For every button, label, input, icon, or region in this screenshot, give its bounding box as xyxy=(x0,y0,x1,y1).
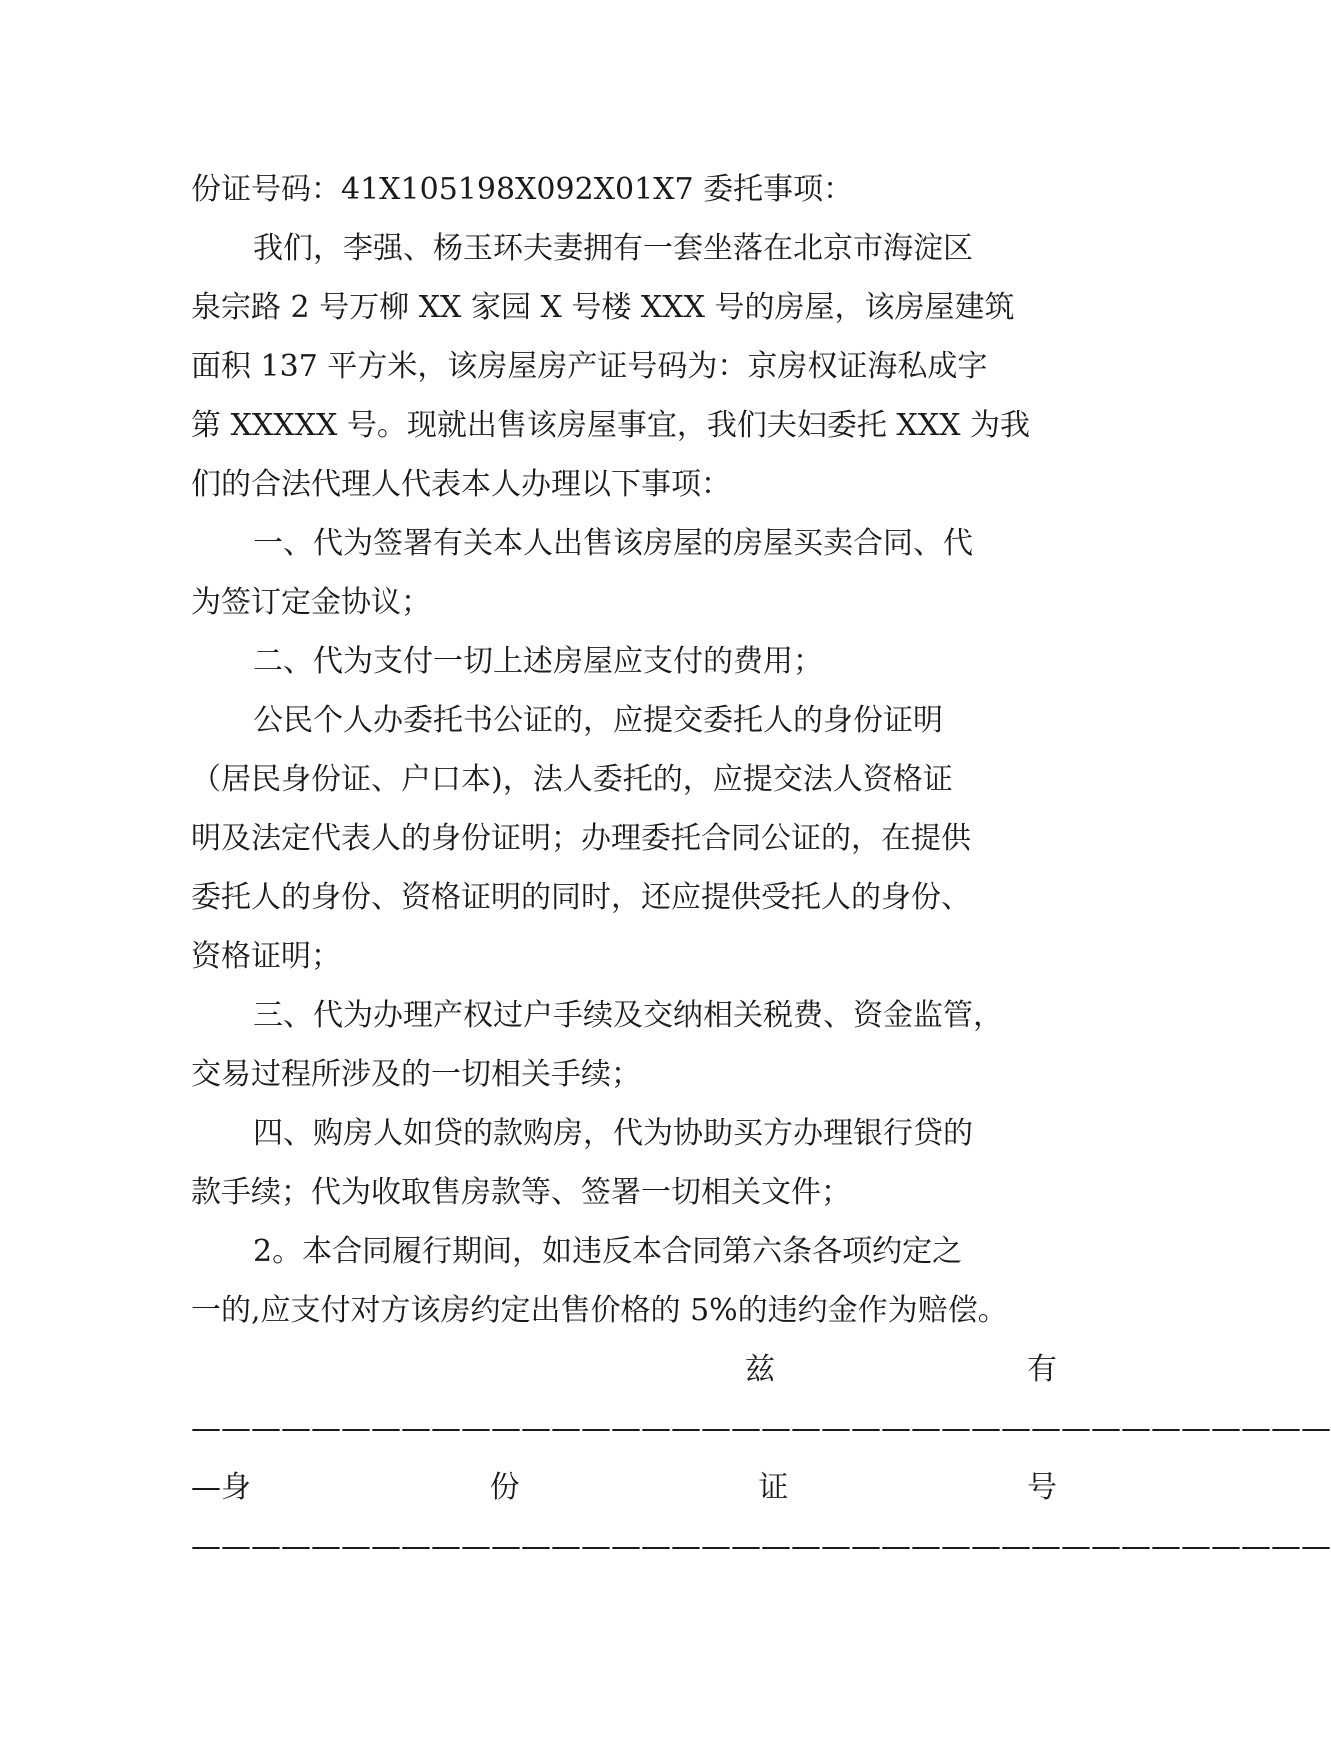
text-line: 一的,应支付对方该房约定出售价格的 5%的违约金作为赔偿。 xyxy=(191,1293,1008,1328)
text-line: 我们，李强、杨玉环夫妻拥有一套坐落在北京市海淀区 xyxy=(253,231,973,266)
id-label-part: 号 xyxy=(1026,1470,1057,1505)
document-body xyxy=(191,160,1331,1576)
you-char: 有 xyxy=(1027,1352,1057,1387)
text-line: 第 XXXXX 号。现就出售该房屋事宜，我们夫妇委托 XXX 为我 xyxy=(191,408,1031,443)
text-line: 三、代为办理产权过户手续及交纳相关税费、资金监管， xyxy=(253,998,1003,1033)
text-line: 资格证明； xyxy=(191,939,341,974)
text-line: 交易过程所涉及的一切相关手续； xyxy=(191,1057,641,1092)
text-line: 四、购房人如贷的款购房，代为协助买方办理银行贷的 xyxy=(253,1116,973,1151)
id-label-part: 证 xyxy=(758,1470,789,1505)
id-label-part: —身 xyxy=(191,1470,251,1505)
text-line: 二、代为支付一切上述房屋应支付的费用； xyxy=(253,644,823,679)
text-line: 款手续；代为收取售房款等、签署一切相关文件； xyxy=(191,1175,851,1210)
id-number-row xyxy=(191,1458,1057,1517)
text-line: 面积 137 平方米，该房屋房产证号码为：京房权证海私成字 xyxy=(191,349,988,384)
text-line: 们的合法代理人代表本人办理以下事项： xyxy=(191,467,731,502)
text-line: （居民身份证、户口本)，法人委托的，应提交法人资格证 xyxy=(191,762,953,797)
text-line: 明及法定代表人的身份证明；办理委托合同公证的，在提供 xyxy=(191,821,971,856)
id-label-part: 份 xyxy=(489,1470,520,1505)
blank-line: —————————————————————————————————————— xyxy=(191,1411,1331,1446)
text-line: 委托人的身份、资格证明的同时，还应提供受托人的身份、 xyxy=(191,880,971,915)
text-line: 份证号码：41X105198X092X01X7 委托事项： xyxy=(191,172,854,207)
text-line: 2。本合同履行期间，如违反本合同第六条各项约定之 xyxy=(253,1234,963,1269)
text-line: 公民个人办委托书公证的，应提交委托人的身份证明 xyxy=(253,703,943,738)
zi-you-row xyxy=(745,1340,1057,1399)
blank-line: —————————————————————————————————————— xyxy=(191,1529,1331,1564)
text-line: 一、代为签署有关本人出售该房屋的房屋买卖合同、代 xyxy=(253,526,973,561)
zi-char: 兹 xyxy=(745,1352,775,1387)
text-line: 泉宗路 2 号万柳 XX 家园 X 号楼 XXX 号的房屋，该房屋建筑 xyxy=(191,290,1015,325)
text-line: 为签订定金协议； xyxy=(191,585,431,620)
